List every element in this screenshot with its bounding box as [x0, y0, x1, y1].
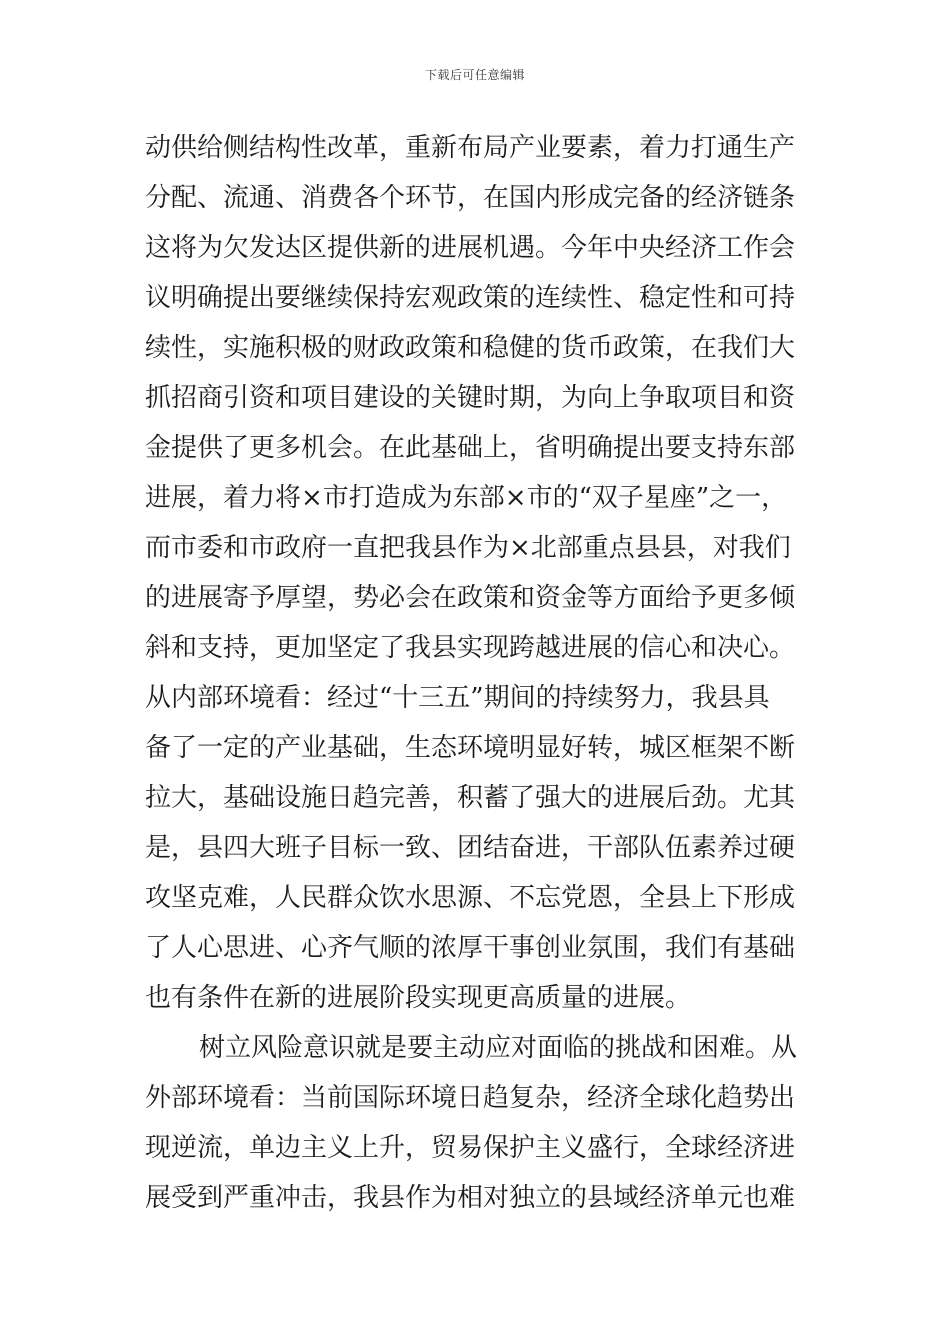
text-line: 抓招商引资和项目建设的关键时期，为向上争取项目和资 — [145, 383, 796, 413]
text-line: 也有条件在新的进展阶段实现更高质量的进展。 — [145, 983, 692, 1013]
text-line: 是，县四大班子目标一致、团结奋进，干部队伍素养过硬 — [145, 833, 796, 863]
paragraph-first-line: 树立风险意识就是要主动应对面临的挑战和困难。从 — [199, 1033, 798, 1063]
text-line: 续性，实施积极的财政政策和稳健的货币政策，在我们大 — [145, 333, 796, 363]
text-line: 金提供了更多机会。在此基础上，省明确提出要支持东部 — [145, 433, 796, 463]
text-line: 外部环境看：当前国际环境日趋复杂，经济全球化趋势出 — [145, 1083, 796, 1113]
text-line: 从内部环境看：经过“十三五”期间的持续努力，我县具 — [145, 683, 770, 713]
text-line: 备了一定的产业基础，生态环境明显好转，城区框架不断 — [145, 733, 796, 763]
document-body — [145, 123, 825, 1223]
text-line: 展受到严重冲击，我县作为相对独立的县域经济单元也难 — [145, 1183, 796, 1213]
page-header: 下载后可任意编辑 — [424, 68, 525, 82]
text-line: 的进展寄予厚望，势必会在政策和资金等方面给予更多倾 — [145, 583, 796, 613]
text-line: 拉大，基础设施日趋完善，积蓄了强大的进展后劲。尤其 — [145, 783, 796, 813]
text-line: 攻坚克难，人民群众饮水思源、不忘党恩，全县上下形成 — [145, 883, 796, 913]
text-line: 现逆流，单边主义上升，贸易保护主义盛行，全球经济进 — [145, 1133, 796, 1163]
text-line: 议明确提出要继续保持宏观政策的连续性、稳定性和可持 — [145, 283, 796, 313]
text-line: 这将为欠发达区提供新的进展机遇。今年中央经济工作会 — [145, 233, 796, 263]
text-line: 斜和支持，更加坚定了我县实现跨越进展的信心和决心。 — [145, 633, 796, 663]
text-line: 分配、流通、消费各个环节，在国内形成完备的经济链条 — [145, 183, 796, 213]
text-line: 而市委和市政府一直把我县作为×北部重点县县，对我们 — [145, 533, 791, 563]
text-line: 进展，着力将×市打造成为东部×市的“双子星座”之一， — [145, 483, 788, 513]
text-line: 动供给侧结构性改革，重新布局产业要素，着力打通生产 — [145, 133, 796, 163]
text-line: 了人心思进、心齐气顺的浓厚干事创业氛围，我们有基础 — [145, 933, 796, 963]
